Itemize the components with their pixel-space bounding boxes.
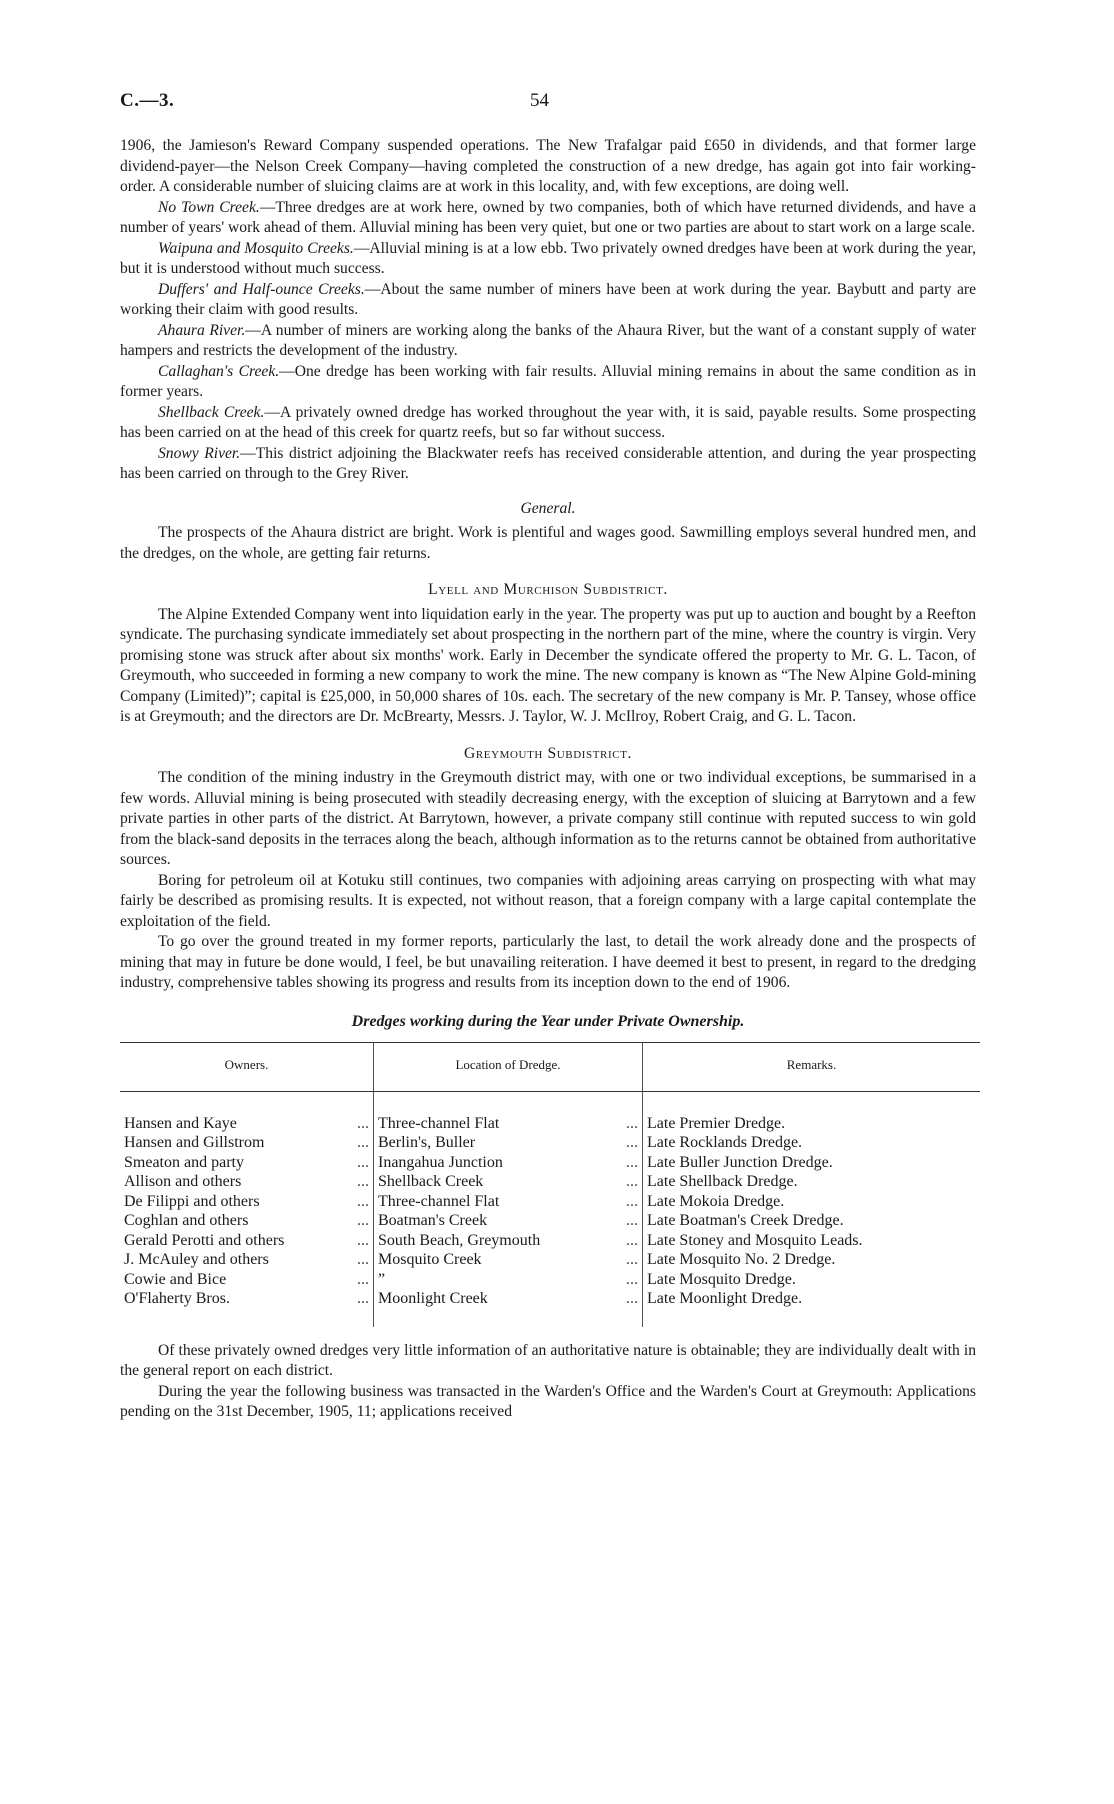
- closing-paragraph: During the year the following business was transacted in the Warden's Office and the Warden's Court at Greymouth: Applications pending on the 31st December, 1905, 11; applications received: [120, 1382, 976, 1420]
- remark-cell: [643, 1289, 981, 1327]
- remark-cell-text: Late Stoney and Mosquito Leads.: [647, 1231, 863, 1249]
- leader-dots: ...: [626, 1231, 638, 1249]
- leader-dots: ...: [357, 1231, 369, 1249]
- column-header-remarks: Remarks.: [643, 1043, 981, 1092]
- remark-cell: [643, 1133, 981, 1153]
- locality-text: —One dredge has been working with fair results. Alluvial mining remains in about the same condition as in former years.: [120, 362, 976, 400]
- location-cell: [374, 1133, 643, 1153]
- owner-cell: [120, 1172, 374, 1192]
- lyell-paragraph: The Alpine Extended Company went into liquidation early in the year. The property was put up to auction and bought by a Reefton syndicate. The purchasing syndicate immediately set about prospecting in the northern part of the mine, where the country is virgin. Very promising stone was struck after about six months' work. Early in December the syndicate offered the property to Mr. G. L. Tacon, of Greymouth, who succeeded in forming a new company to work the mine. The new company is known as “The New Alpine Gold-mining Company (Limited)”; capital is £25,000, in 50,000 shares of 10s. each. The secretary of the new company is Mr. P. Tansey, whose office is at Greymouth; and the directors are Dr. McBrearty, Messrs. J. Taylor, W. J. McIlroy, Robert Craig, and G. L. Tacon.: [120, 605, 976, 725]
- remark-cell-text: Late Mosquito Dredge.: [647, 1270, 796, 1288]
- greymouth-paragraph: Boring for petroleum oil at Kotuku still continues, two companies with adjoining areas carrying on prospecting with what may fairly be described as promising results. It is expected, not without reason, that a foreign company with a large capital contemplate the exploitation of the field.: [120, 871, 976, 930]
- leader-dots: ...: [626, 1153, 638, 1171]
- location-cell-text: Boatman's Creek: [378, 1212, 488, 1229]
- owner-cell-text: J. McAuley and others: [124, 1251, 269, 1268]
- page-header: [120, 90, 980, 114]
- location-cell-text: ”: [378, 1270, 386, 1288]
- remark-cell-text: Late Buller Junction Dredge.: [647, 1153, 833, 1171]
- dredges-table: [120, 1042, 980, 1327]
- locality-heading: Callaghan's Creek.: [158, 362, 280, 380]
- leader-dots: ...: [626, 1173, 638, 1190]
- location-cell-text: Berlin's, Buller: [378, 1134, 476, 1151]
- location-cell-text: Three-channel Flat: [378, 1192, 500, 1210]
- leader-dots: ...: [626, 1114, 638, 1132]
- location-cell: [374, 1250, 643, 1270]
- location-cell: [374, 1270, 643, 1290]
- leader-dots: ...: [626, 1270, 638, 1288]
- locality-text: —About the same number of miners have been at work during the year. Baybutt and party are working their claim with good results.: [120, 280, 976, 318]
- remark-cell: [643, 1192, 981, 1212]
- locality-heading: Waipuna and Mosquito Creeks.: [158, 239, 354, 257]
- closing-paragraph: Of these privately owned dredges very little information of an authoritative nature is obtainable; they are individually dealt with in the general report on each district.: [120, 1341, 976, 1379]
- general-heading: General.: [520, 499, 576, 517]
- owner-cell-text: Gerald Perotti and others: [124, 1231, 285, 1249]
- series-label: C.—3.: [120, 90, 175, 111]
- table-row: [120, 1133, 980, 1153]
- locality-snowy-river: [120, 444, 976, 485]
- leader-dots: ...: [357, 1173, 369, 1190]
- leader-dots: ...: [357, 1212, 369, 1229]
- owner-cell-text: Hansen and Gillstrom: [124, 1134, 265, 1151]
- owner-cell: [120, 1231, 374, 1251]
- leader-dots: ...: [626, 1290, 638, 1307]
- table-row: [120, 1270, 980, 1290]
- locality-text: —This district adjoining the Blackwater reefs has received considerable attention, and during the year prospecting has been carried on through to the Grey River.: [120, 444, 976, 482]
- column-header-location: Location of Dredge.: [374, 1043, 643, 1092]
- remark-cell: [643, 1211, 981, 1231]
- leader-dots: ...: [626, 1212, 638, 1229]
- remark-cell-text: Late Shellback Dredge.: [647, 1173, 798, 1190]
- table-body: [120, 1091, 980, 1327]
- locality-text: —Three dredges are at work here, owned by two companies, both of which have returned dividends, and have a number of years' work ahead of them. Alluvial mining has been very quiet, but one or two parties are about to start work on a large scale.: [120, 198, 976, 236]
- leader-dots: ...: [626, 1192, 638, 1210]
- owner-cell: [120, 1133, 374, 1153]
- leader-dots: ...: [357, 1134, 369, 1151]
- remark-cell: [643, 1231, 981, 1251]
- location-cell: [374, 1192, 643, 1212]
- table-caption: Dredges working during the Year under Private Ownership.: [351, 1012, 745, 1030]
- owner-cell: [120, 1270, 374, 1290]
- locality-heading: Ahaura River.: [158, 321, 246, 339]
- location-cell: [374, 1091, 643, 1133]
- greymouth-paragraph: The condition of the mining industry in the Greymouth district may, with one or two individual exceptions, be summarised in a few words. Alluvial mining is being prosecuted with steadily decreasing energy, with the exception of sluicing at Barrytown and a few private parties in other parts of the district. At Barrytown, however, a private company still continue with reputed success to win gold from the black-sand deposits in the terraces along the beach, although information as to the returns cannot be obtained from authoritative sources.: [120, 769, 976, 868]
- remark-cell: [643, 1153, 981, 1173]
- remark-cell: [643, 1091, 981, 1133]
- table-row: [120, 1172, 980, 1192]
- locality-ahaura: [120, 321, 976, 362]
- locality-text: —A privately owned dredge has worked throughout the year with, it is said, payable results. Some prospecting has been carried on at the head of this creek for quartz reefs, but so far without success.: [120, 403, 976, 441]
- owner-cell: [120, 1091, 374, 1133]
- table-row: [120, 1091, 980, 1133]
- leader-dots: ...: [357, 1114, 369, 1132]
- location-cell: [374, 1153, 643, 1173]
- remark-cell-text: Late Moonlight Dredge.: [647, 1290, 803, 1307]
- location-cell: [374, 1289, 643, 1327]
- location-cell-text: Mosquito Creek: [378, 1251, 482, 1268]
- leader-dots: ...: [626, 1134, 638, 1151]
- locality-duffers: [120, 280, 976, 321]
- location-cell-text: Shellback Creek: [378, 1173, 484, 1190]
- page-number: 54: [530, 90, 549, 111]
- table-row: [120, 1153, 980, 1173]
- location-cell: [374, 1211, 643, 1231]
- table-row: [120, 1250, 980, 1270]
- owner-cell: [120, 1289, 374, 1327]
- location-cell: [374, 1172, 643, 1192]
- leader-dots: ...: [357, 1192, 369, 1210]
- locality-no-town-creek: [120, 198, 976, 239]
- remark-cell-text: Late Mokoia Dredge.: [647, 1192, 785, 1210]
- owner-cell: [120, 1211, 374, 1231]
- location-cell: [374, 1231, 643, 1251]
- greymouth-heading: Greymouth Subdistrict.: [463, 744, 633, 762]
- locality-shellback: [120, 403, 976, 444]
- owner-cell: [120, 1192, 374, 1212]
- table-row: [120, 1231, 980, 1251]
- owner-cell-text: Coghlan and others: [124, 1212, 249, 1229]
- remark-cell-text: Late Boatman's Creek Dredge.: [647, 1212, 844, 1229]
- locality-heading: Duffers' and Half-ounce Creeks.: [158, 280, 365, 298]
- leader-dots: ...: [357, 1251, 369, 1268]
- location-cell-text: Moonlight Creek: [378, 1290, 488, 1307]
- locality-heading: Snowy River.: [158, 444, 241, 462]
- greymouth-paragraph: To go over the ground treated in my former reports, particularly the last, to detail the work already done and the prospects of mining that may in future be done would, I feel, be but unavailing reiteration. I have deemed it best to present, in regard to the dredging industry, comprehensive tables showing its progress and results from its inception down to the end of 1906.: [120, 933, 976, 991]
- location-cell-text: South Beach, Greymouth: [378, 1231, 541, 1249]
- locality-waipuna: [120, 239, 976, 280]
- lyell-heading: Lyell and Murchison Subdistrict.: [428, 581, 668, 598]
- leader-dots: ...: [357, 1270, 369, 1288]
- owner-cell-text: Cowie and Bice: [124, 1270, 227, 1288]
- table-row: [120, 1289, 980, 1327]
- owner-cell-text: Hansen and Kaye: [124, 1114, 237, 1132]
- owner-cell: [120, 1153, 374, 1173]
- remark-cell-text: Late Mosquito No. 2 Dredge.: [647, 1251, 836, 1268]
- remark-cell: [643, 1270, 981, 1290]
- owner-cell-text: Smeaton and party: [124, 1153, 244, 1171]
- remark-cell-text: Late Rocklands Dredge.: [647, 1134, 803, 1151]
- table-row: [120, 1211, 980, 1231]
- location-cell-text: Inangahua Junction: [378, 1153, 503, 1171]
- owner-cell-text: Allison and others: [124, 1173, 242, 1190]
- locality-callaghans: [120, 362, 976, 403]
- location-cell-text: Three-channel Flat: [378, 1114, 500, 1132]
- locality-heading: Shellback Creek.: [158, 403, 265, 421]
- locality-text: —A number of miners are working along the banks of the Ahaura River, but the want of a constant supply of water hampers and restricts the development of the industry.: [120, 321, 977, 359]
- locality-heading: No Town Creek.: [158, 198, 260, 216]
- leader-dots: ...: [626, 1251, 638, 1268]
- table-row: [120, 1192, 980, 1212]
- owner-cell-text: De Filippi and others: [124, 1192, 260, 1210]
- remark-cell: [643, 1172, 981, 1192]
- remark-cell-text: Late Premier Dredge.: [647, 1114, 786, 1132]
- owner-cell: [120, 1250, 374, 1270]
- locality-text: —Alluvial mining is at a low ebb. Two privately owned dredges have been at work during the year, but it is understood without much success.: [120, 239, 976, 277]
- leader-dots: ...: [357, 1153, 369, 1171]
- remark-cell: [643, 1250, 981, 1270]
- general-paragraph: The prospects of the Ahaura district are bright. Work is plentiful and wages good. Sawmilling employs several hundred men, and the dredges, on the whole, are getting fair returns.: [120, 524, 976, 562]
- table-header-row: [120, 1043, 980, 1092]
- owner-cell-text: O'Flaherty Bros.: [124, 1290, 230, 1307]
- leader-dots: ...: [357, 1290, 369, 1307]
- column-header-owners: Owners.: [120, 1043, 374, 1092]
- intro-paragraph: 1906, the Jamieson's Reward Company suspended operations. The New Trafalgar paid £650 in dividends, and that former large dividend-payer—the Nelson Creek Company—having completed the construction of a new dredge, has again got into fair working-order. A considerable number of sluicing claims are at work in this locality, and, with few exceptions, are doing well.: [120, 137, 976, 195]
- document-body: [120, 136, 976, 1423]
